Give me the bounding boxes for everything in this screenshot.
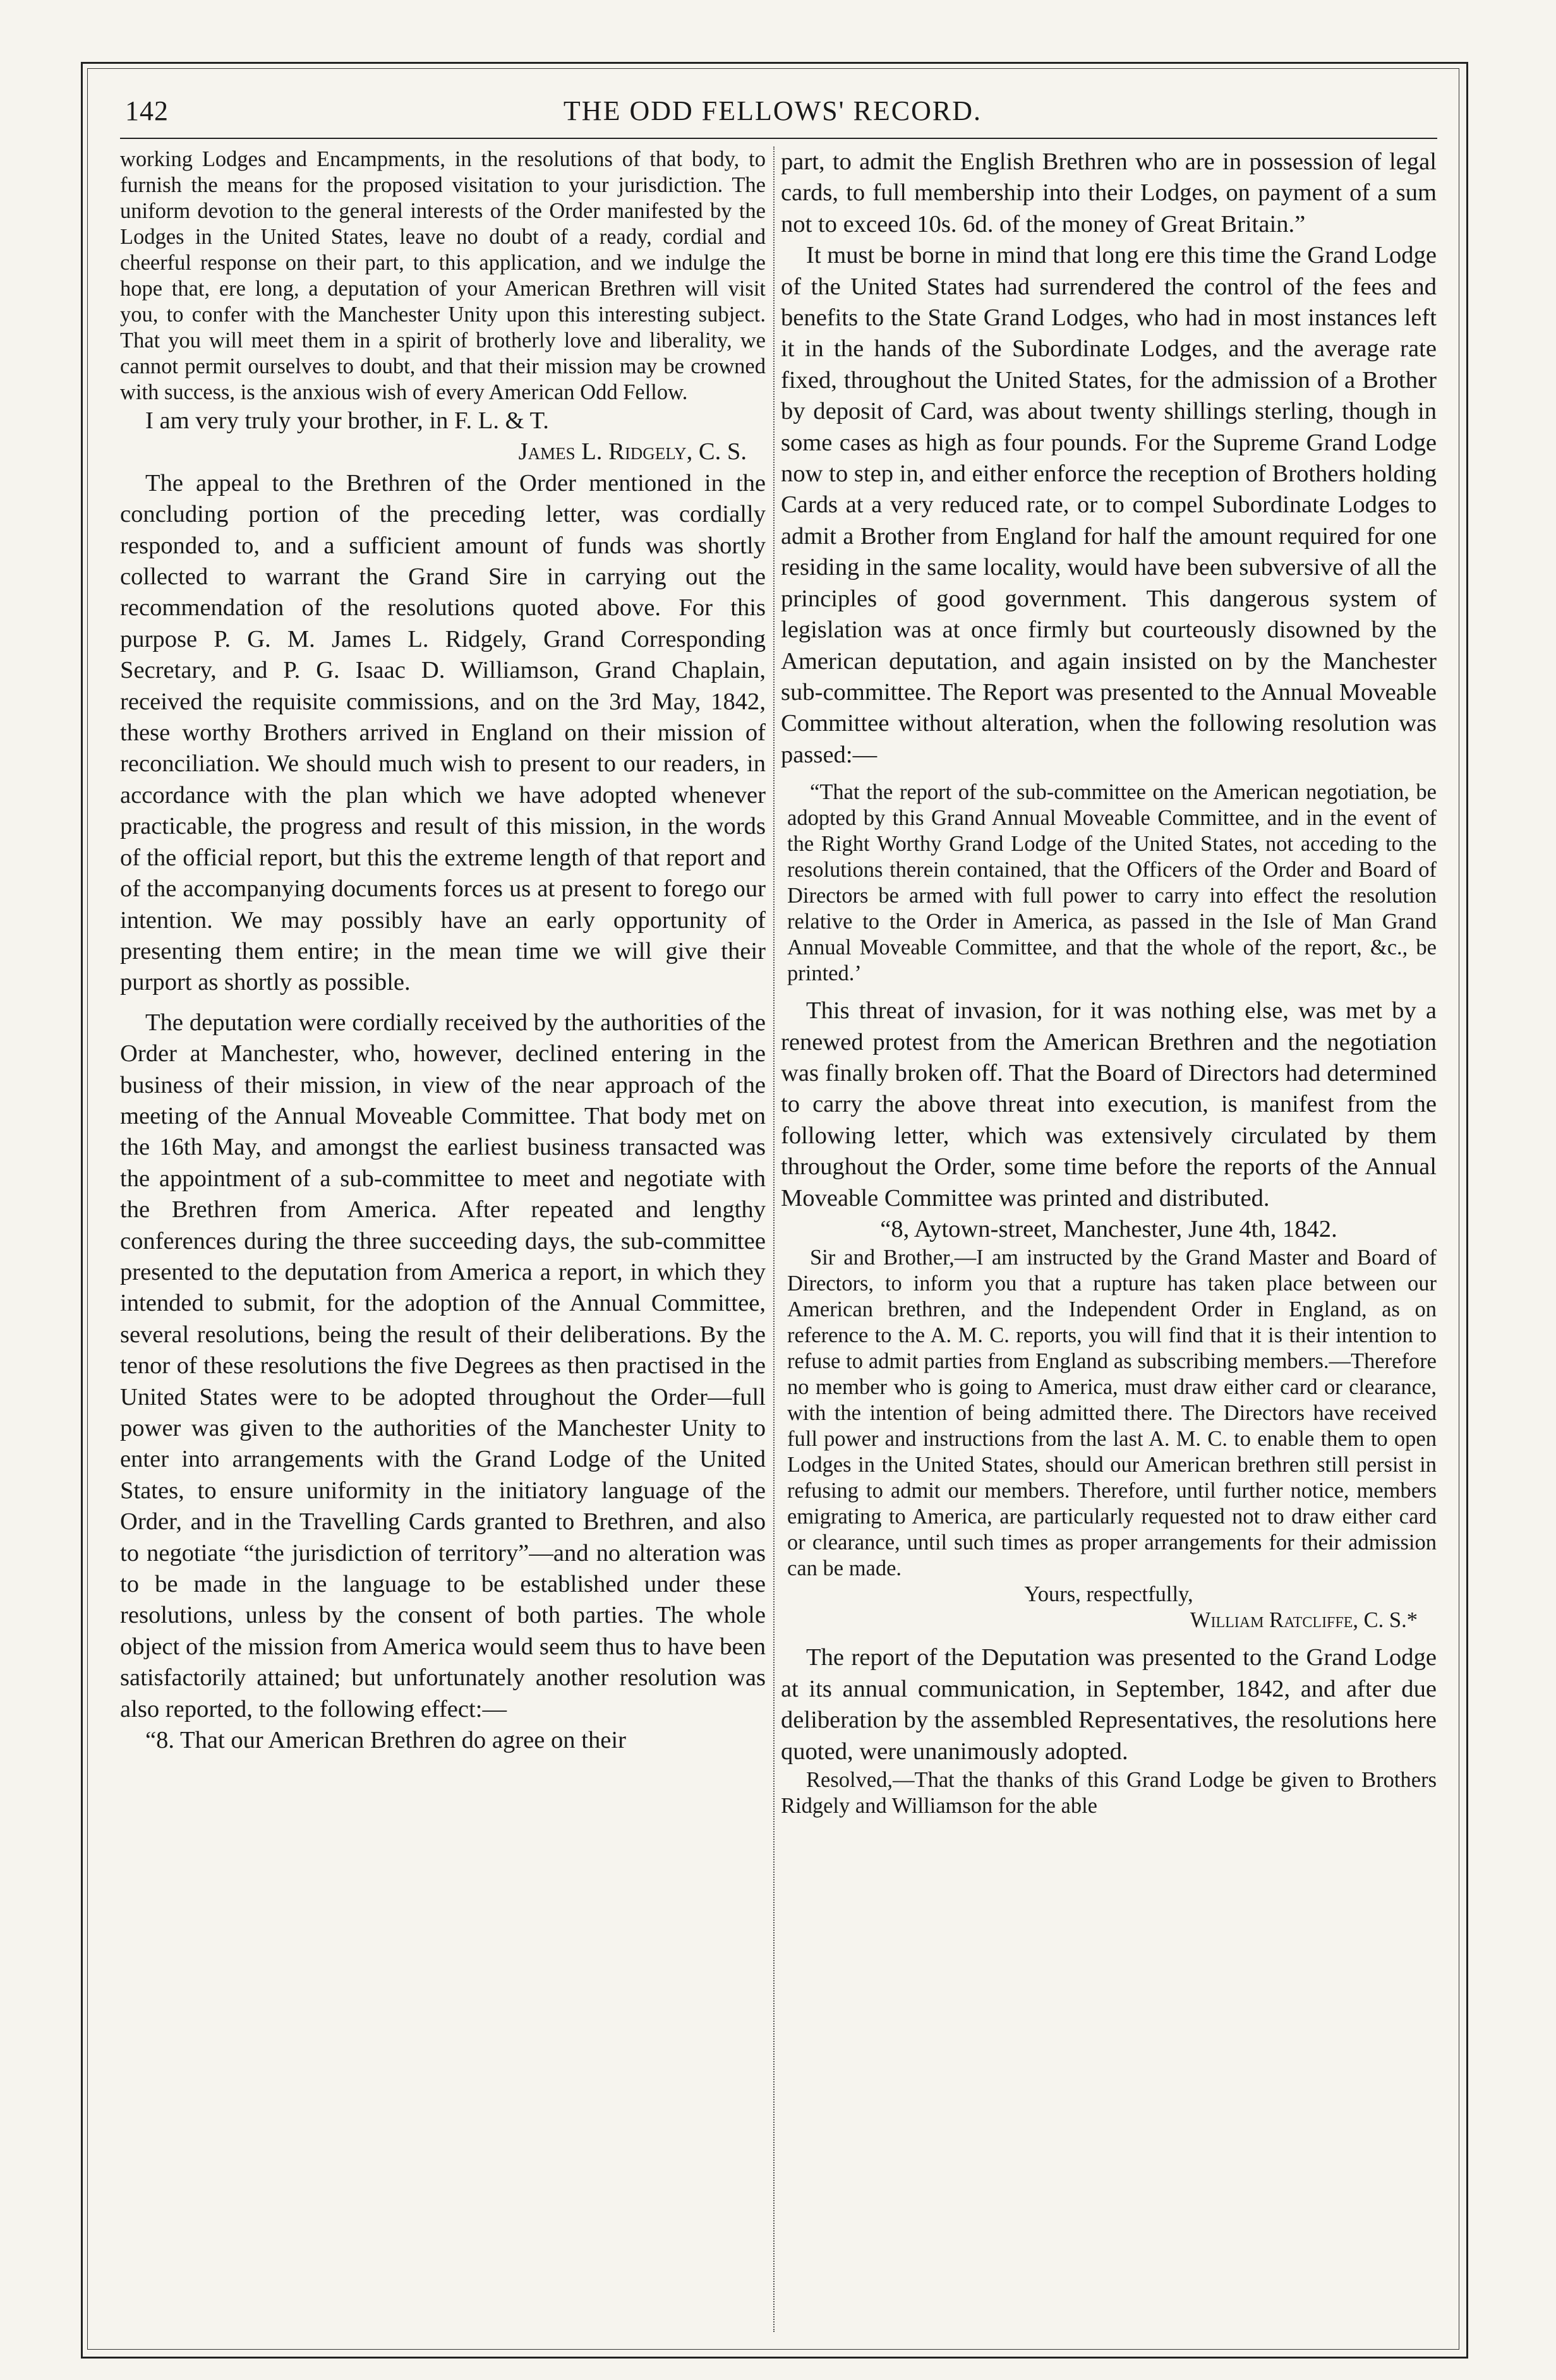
page-number: 142	[125, 95, 169, 126]
paragraph: working Lodges and Encampments, in the resolutions of that body, to furnish the means for the proposed visitation to your jurisdiction. The uniform devotion to the general interests of the Order manifested by the Lodges in the United States, leave no doubt of a ready, cordial and cheerful response on their part, to this application, and we indulge the hope that, ere long, a deputation of your American Brethren will visit you, to confer with the Manchester Unity upon this interesting subject. That you will meet them in a spirit of brotherly love and liberality, we cannot permit ourselves to doubt, and that their mission may be crowned with success, is the anxious wish of every American Odd Fellow.	[120, 147, 766, 404]
paragraph: The report of the Deputation was presented to the Grand Lodge at its annual communication, in September, 1842, and after due deliberation by the assembled Representatives, the resolutions here quoted, were unanimously adopted.	[781, 1644, 1437, 1765]
left-column	[120, 147, 766, 2348]
block-quote: “That the report of the sub-committee on the American negotiation, be adopted by this Grand Annual Moveable Committee, and in the event of the Right Worthy Grand Lodge of the United States, not acceding to the resolutions therein contained, that the Officers of the Order and Board of Directors be armed with full power to carry into effect the resolution relative to the Order in America, as passed in the Isle of Man Grand Annual Moveable Committee, and that the whole of the report, &c., be printed.’	[787, 780, 1437, 986]
paragraph: This threat of invasion, for it was nothing else, was met by a renewed protest from the American Brethren and the negotiation was finally broken off. That the Board of Directors had determined to carry the above threat into execution, is manifest from the following letter, which was extensively circulated by them throughout the Order, some time before the reports of the Annual Moveable Committee was printed and distributed.	[781, 997, 1437, 1211]
paragraph: part, to admit the English Brethren who are in possession of legal cards, to full membership into their Lodges, on payment of a sum not to exceed 10s. 6d. of the money of Great Britain.”	[781, 148, 1437, 237]
page-title: THE ODD FELLOWS' RECORD.	[563, 95, 982, 126]
right-column	[781, 147, 1437, 2348]
letter-body: Sir and Brother,—I am instructed by the Grand Master and Board of Directors, to inform you that a rupture has taken place between our American brethren, and the Independent Order in England, as on reference to the A. M. C. reports, you will find that it is their intention to refuse to admit parties from England as subscribing members.—Therefore no member who is going to America, must draw either card or clearance, with the intention of being admitted there. The Directors have received full power and instructions from the last A. M. C. to enable them to open Lodges in the United States, should our American brethren still persist in refusing to admit our members. Therefore, until further notice, members emigrating to America, are particularly requested not to draw either card or clearance, until such times as proper arrangements for their admission can be made.	[787, 1246, 1437, 1581]
running-header	[93, 88, 1452, 133]
paragraph: Resolved,—That the thanks of this Grand Lodge be given to Brothers Ridgely and Williamson for the able	[781, 1768, 1437, 1818]
letter-signature: William Ratcliffe, C. S.*	[1190, 1608, 1418, 1633]
paragraph: It must be borne in mind that long ere this time the Grand Lodge of the United States had surrendered the control of the fees and benefits to the State Grand Lodges, who had in most instances left it in the hands of the Subordinate Lodges, and the average rate fixed, throughout the United States, for the admission of a Brother by deposit of Card, was about twenty shillings sterling, though in some cases as high as four pounds. For the Supreme Grand Lodge now to step in, and either enforce the reception of Brothers holding Cards at a very reduced rate, or to compel Subordinate Lodges to admit a Brother from England for half the amount required for one residing in the same locality, would have been subversive of all the principles of good government. This dangerous system of legislation was at once firmly but courteously disowned by the American deputation, and again insisted on by the Manchester sub-committee. The Report was presented to the Annual Moveable Committee without alteration, when the following resolution was passed:—	[781, 242, 1437, 768]
header-rule	[120, 138, 1437, 139]
column-divider	[773, 147, 775, 2332]
letter-closing: Yours, respectfully,	[1024, 1582, 1193, 1607]
letter-address: “8, Aytown-street, Manchester, June 4th, 1842.	[880, 1215, 1337, 1242]
paragraph: The deputation were cordially received by the authorities of the Order at Manchester, who, however, declined entering in the business of their mission, in view of the near approach of the meeting of the Annual Moveable Committee. That body met on the 16th May, and amongst the earliest business transacted was the appointment of a sub-committee to meet and negotiate with the Brethren from America. After repeated and lengthy conferences during the three succeeding days, the sub-committee presented to the deputation from America a report, in which they intended to submit, for the adoption of the Annual Committee, several resolutions, being the result of their deliberations. By the tenor of these resolutions the five Degrees as then practised in the United States were to be adopted throughout the Order—full power was given to the authorities of the Manchester Unity to enter into arrangements with the Grand Lodge of the United States, to ensure uniformity in the initiatory language of the Order, and in the Travelling Cards granted to Brethren, and also to negotiate “the jurisdiction of territory”—and no alteration was to be made in the language to be established under these resolutions, unless by the consent of both parties. The whole object of the mission from America would seem thus to have been satisfactorily attained; but unfortunately another resolution was also reported, to the following effect:—	[120, 1009, 766, 1722]
letter-signature: James L. Ridgely, C. S.	[518, 438, 747, 466]
letter-closing: I am very truly your brother, in F. L. & T.	[145, 407, 549, 434]
paragraph: “8. That our American Brethren do agree on their	[145, 1727, 626, 1754]
paragraph: The appeal to the Brethren of the Order mentioned in the concluding portion of the preceding letter, was cordially responded to, and a sufficient amount of funds was shortly collected to warrant the Grand Sire in carrying out the recommendation of the resolutions quoted above. For this purpose P. G. M. James L. Ridgely, Grand Corresponding Secretary, and P. G. Isaac D. Williamson, Grand Chaplain, received the requisite commissions, and on the 3rd May, 1842, these worthy Brothers arrived in England on their mission of reconciliation. We should much wish to present to our readers, in accordance with the plan which we have adopted whenever practicable, the progress and result of this mission, in the words of the official report, but this the extreme length of that report and of the accompanying documents forces us at present to forego our intention. We may possibly have an early opportunity of presenting them entire; in the mean time we will give their purport as shortly as possible.	[120, 469, 766, 996]
